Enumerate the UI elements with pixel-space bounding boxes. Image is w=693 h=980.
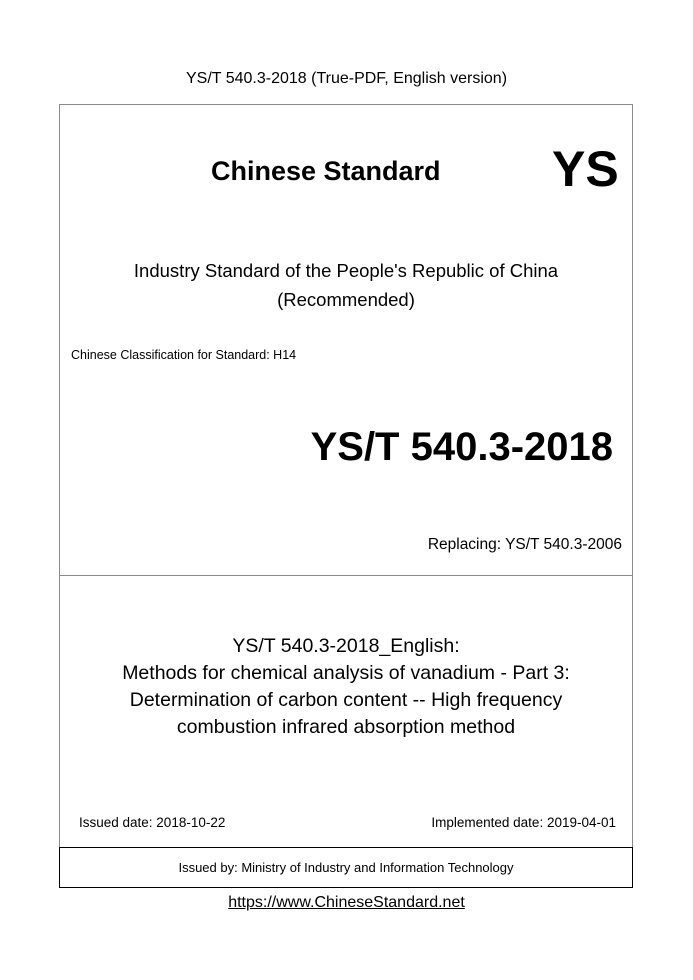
document-title (59, 633, 633, 741)
document-header: YS/T 540.3-2018 (True-PDF, English version) (185, 70, 508, 87)
recommended-line: (Recommended) (277, 289, 415, 310)
title-line-3: Determination of carbon content -- High frequency (129, 689, 563, 711)
standard-code-logo: YS (552, 141, 619, 197)
issuer-box (59, 847, 633, 888)
title-line-4: combustion infrared absorption method (176, 716, 516, 738)
issuer-text: Issued by: Ministry of Industry and Information Technology (178, 860, 514, 875)
brand-title: Chinese Standard (211, 156, 441, 186)
replacing-label: Replacing: YS/T 540.3-2006 (427, 536, 622, 553)
implemented-date: Implemented date: 2019-04-01 (431, 815, 616, 830)
footer (0, 894, 693, 912)
issued-date: Issued date: 2018-10-22 (79, 815, 226, 830)
classification-label: Chinese Classification for Standard: H14 (71, 348, 297, 362)
title-line-1: YS/T 540.3-2018_English: (232, 635, 460, 657)
title-line-2: Methods for chemical analysis of vanadium - Part 3: (122, 662, 570, 684)
website-link[interactable]: https://www.ChineseStandard.net (228, 894, 465, 911)
industry-line: Industry Standard of the People's Republic of China (133, 260, 559, 281)
industry-standard-label (59, 256, 633, 314)
standard-number: YS/T 540.3-2018 (310, 425, 613, 469)
